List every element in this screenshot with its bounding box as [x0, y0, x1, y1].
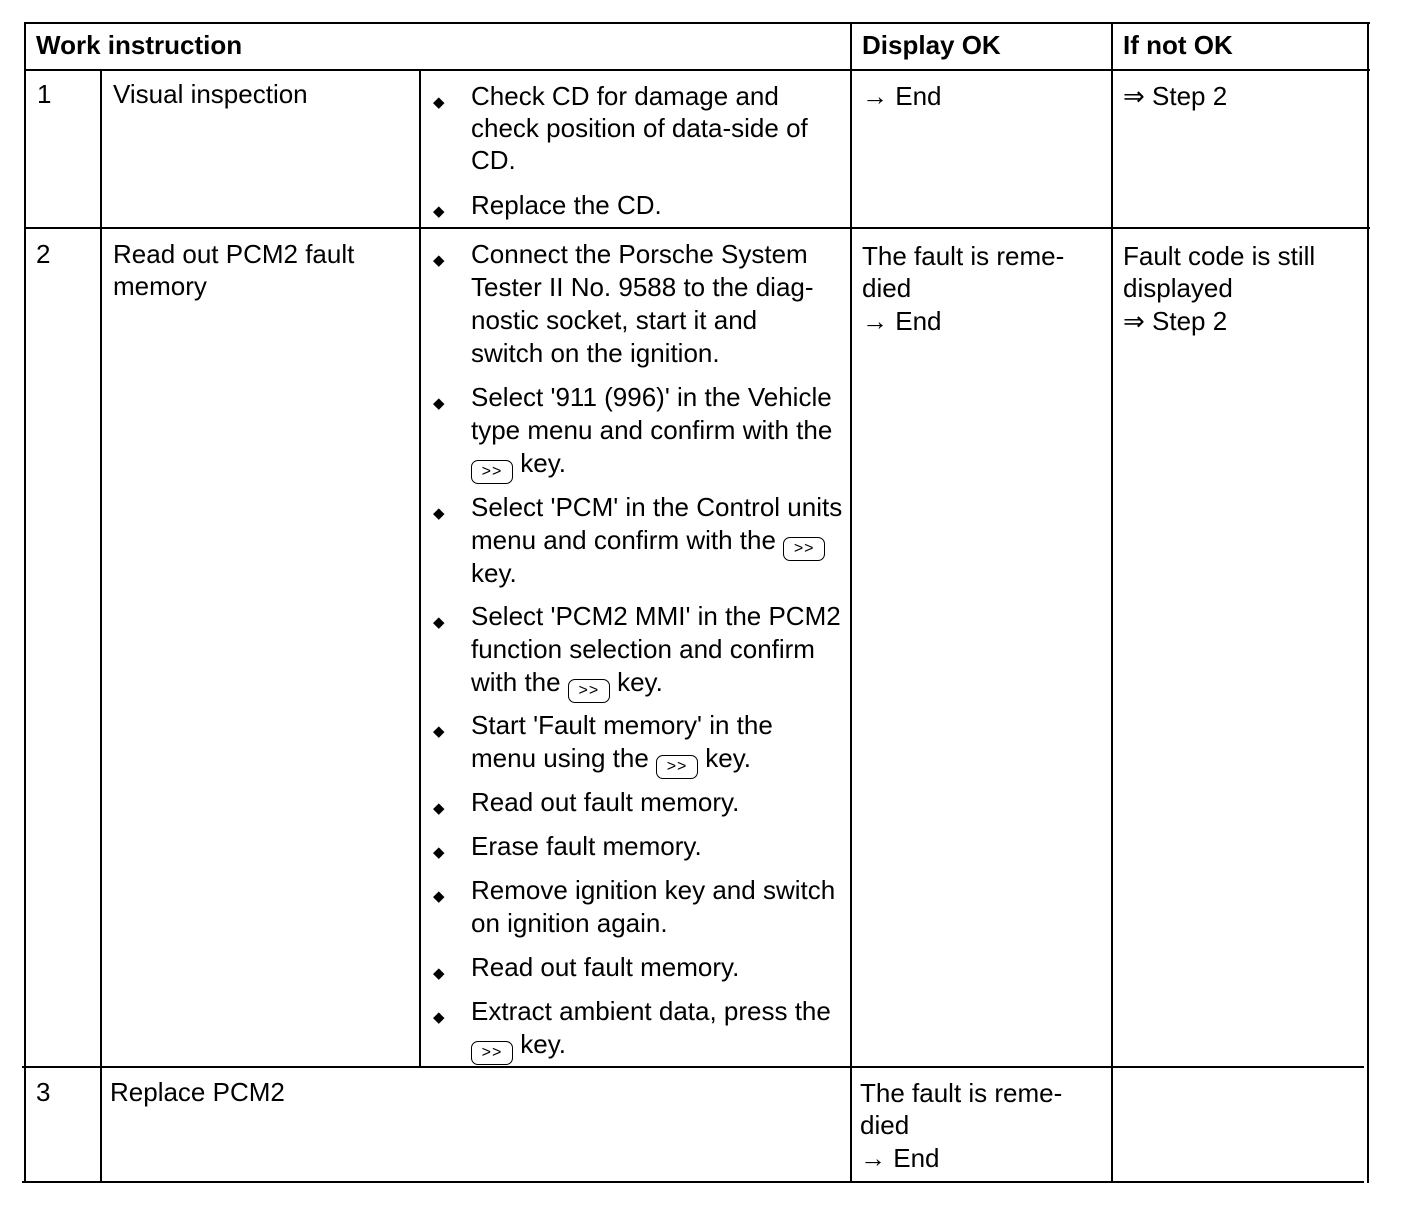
forward-key-icon: >>: [783, 537, 825, 561]
row-2-step-3-line-2: [471, 524, 825, 561]
row-1-display-ok: → End: [862, 81, 942, 111]
row-2-step-4-line-1: Select 'PCM2 MMI' in the PCM2: [471, 601, 841, 631]
col-divider-title: [419, 69, 421, 1068]
row-3-title: Replace PCM2: [110, 1077, 285, 1107]
bullet-icon: ◆: [433, 252, 445, 269]
forward-key-icon: >>: [471, 1041, 513, 1065]
forward-key-icon: >>: [568, 679, 610, 703]
bullet-icon: ◆: [433, 800, 445, 817]
row-1-step-2-line-1: Replace the CD.: [471, 190, 662, 220]
bullet-icon: ◆: [433, 395, 445, 412]
row-divider-2: [22, 1066, 1364, 1068]
row-2-step-10-line-1: Extract ambient data, press the: [471, 996, 831, 1026]
row-3-display-ok-line-2: died: [860, 1110, 910, 1140]
key-prefix: with the: [471, 667, 561, 697]
row-2-step-4-line-2: function selection and confirm: [471, 634, 815, 664]
bullet-icon: ◆: [433, 614, 445, 631]
header-work-instruction: Work instruction: [36, 30, 243, 60]
row-2-if-not-ok-line-2: displayed: [1123, 273, 1233, 303]
row-2-if-not-ok-line-3: ⇒ Step 2: [1123, 306, 1228, 336]
col-divider-display: [850, 22, 852, 1183]
forward-key-icon: >>: [656, 755, 698, 779]
row-2-step-3-line-3: key.: [471, 558, 517, 588]
row-1-step-1-line-3: CD.: [471, 145, 516, 175]
row-2-step-1-line-1: Connect the Porsche System: [471, 239, 808, 269]
row-2-step-3-line-1: Select 'PCM' in the Control units: [471, 492, 843, 522]
table-border-top: [24, 22, 1370, 24]
row-2-step-2-line-1: Select '911 (996)' in the Vehicle: [471, 382, 832, 412]
bullet-icon: ◆: [433, 505, 445, 522]
row-divider-1: [24, 227, 1370, 229]
table-border-right: [1367, 22, 1369, 1183]
table-border-bottom: [22, 1181, 1364, 1183]
col-divider-ifnot: [1111, 22, 1113, 1183]
key-suffix: key.: [705, 743, 752, 773]
row-2-step-1-line-4: switch on the ignition.: [471, 338, 720, 368]
bullet-icon: ◆: [433, 723, 445, 740]
key-suffix: key.: [520, 1029, 566, 1059]
row-2-display-ok-line-2: died: [862, 273, 912, 303]
row-2-display-ok-line-1: The fault is reme-: [862, 241, 1065, 271]
row-3-display-ok-line-1: The fault is reme-: [860, 1078, 1063, 1108]
row-1-if-not-ok: ⇒ Step 2: [1123, 81, 1228, 111]
row-1-title: Visual inspection: [113, 79, 308, 109]
row-1-step-1-line-2: check position of data-side of: [471, 113, 808, 143]
key-suffix: key.: [617, 667, 663, 697]
bullet-icon: ◆: [433, 965, 445, 982]
key-suffix: key.: [520, 448, 566, 478]
row-1-number: 1: [37, 79, 52, 109]
row-2-step-7-line-1: Erase fault memory.: [471, 831, 702, 861]
forward-key-icon: >>: [471, 460, 513, 484]
row-3-number: 3: [36, 1077, 51, 1107]
bullet-icon: ◆: [433, 844, 445, 861]
row-2-number: 2: [36, 239, 51, 269]
row-1-step-1-line-1: Check CD for damage and: [471, 81, 779, 111]
row-2-if-not-ok-line-1: Fault code is still: [1123, 241, 1316, 271]
header-divider: [24, 69, 1370, 71]
row-2-display-ok-line-3: → End: [862, 306, 942, 336]
row-2-step-5-line-1: Start 'Fault memory' in the: [471, 710, 773, 740]
row-2-title-line-1: Read out PCM2 fault: [113, 239, 355, 269]
row-2-step-1-line-3: nostic socket, start it and: [471, 305, 758, 335]
col-divider-num: [100, 69, 102, 1183]
key-prefix: menu using the: [471, 743, 649, 773]
row-2-step-9-line-1: Read out fault memory.: [471, 952, 740, 982]
bullet-icon: ◆: [433, 1009, 445, 1026]
row-2-step-2-line-3: [471, 447, 566, 484]
table-border-left: [24, 22, 26, 1183]
row-2-step-5-line-2: [471, 742, 751, 779]
row-2-step-2-line-2: type menu and confirm with the: [471, 415, 833, 445]
row-2-title-line-2: memory: [113, 271, 207, 301]
bullet-icon: ◆: [433, 888, 445, 905]
row-2-step-8-line-1: Remove ignition key and switch: [471, 875, 836, 905]
row-2-step-8-line-2: on ignition again.: [471, 908, 668, 938]
row-2-step-6-line-1: Read out fault memory.: [471, 787, 740, 817]
bullet-icon: ◆: [433, 94, 445, 111]
row-2-step-4-line-3: [471, 666, 663, 703]
key-prefix: menu and confirm with the: [471, 525, 776, 555]
header-display-ok: Display OK: [862, 30, 1001, 60]
row-2-step-10-line-2: [471, 1028, 566, 1065]
header-if-not-ok: If not OK: [1123, 30, 1233, 60]
bullet-icon: ◆: [433, 203, 445, 220]
row-2-step-1-line-2: Tester II No. 9588 to the diag-: [471, 272, 814, 302]
row-3-display-ok-line-3: → End: [860, 1143, 940, 1173]
